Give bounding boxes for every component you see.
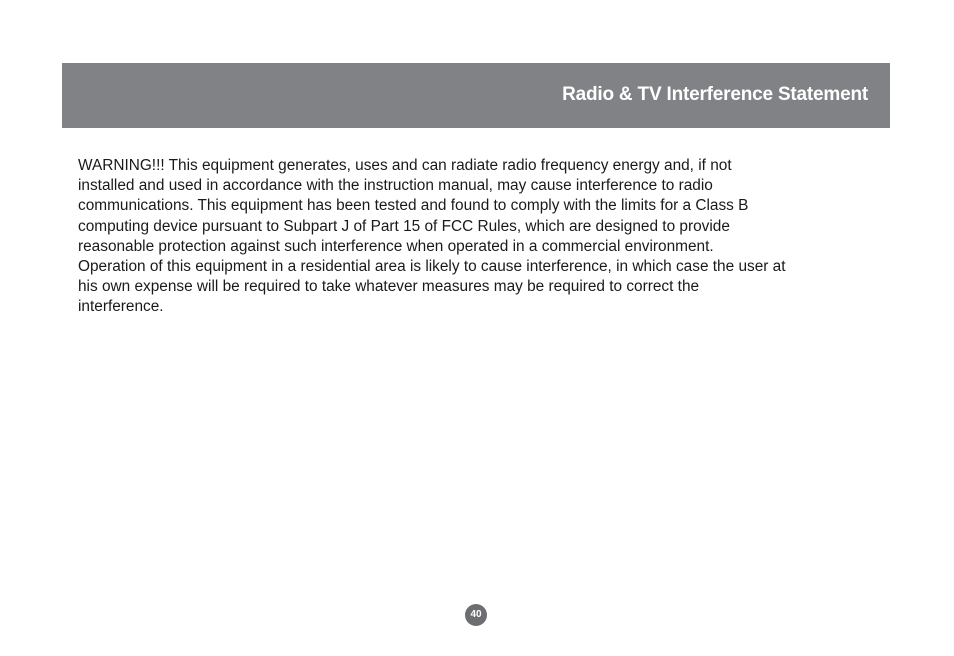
paragraph-line: installed and used in accordance with the instruction manual, may cause interference to radio — [78, 177, 713, 195]
warning-paragraph — [78, 156, 878, 318]
page-number-badge: 40 — [465, 604, 487, 626]
paragraph-line: computing device pursuant to Subpart J of Part 15 of FCC Rules, which are designed to provide — [78, 217, 730, 235]
paragraph-line: communications. This equipment has been tested and found to comply with the limits for a Class B — [78, 197, 749, 215]
paragraph-line: WARNING!!! This equipment generates, uses and can radiate radio frequency energy and, if not — [78, 157, 732, 174]
paragraph-line: his own expense will be required to take whatever measures may be required to correct the — [78, 278, 700, 296]
paragraph-line: Operation of this equipment in a residential area is likely to cause interference, in which case the user at — [78, 258, 786, 276]
page-title: Radio & TV Interference Statement — [562, 84, 868, 105]
header-band — [62, 63, 890, 128]
paragraph-line: reasonable protection against such interference when operated in a commercial environment. — [78, 237, 714, 255]
paragraph-line: interference. — [78, 298, 164, 316]
